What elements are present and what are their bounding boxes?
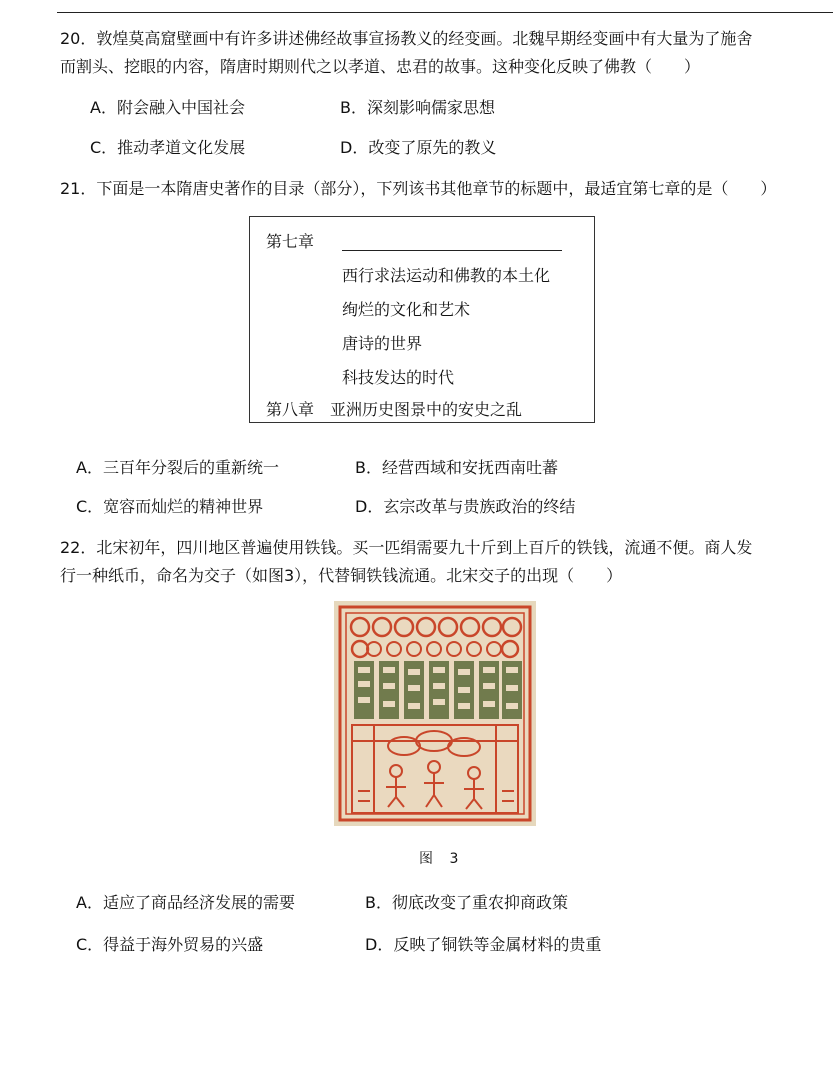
q22-stem-line2: 行一种纸币，命名为交子（如图3），代替铜铁钱流通。北宋交子的出现（ ） xyxy=(60,566,623,585)
jiaozi-banknote-image xyxy=(334,601,536,826)
q20-option-b[interactable]: B．深刻影响儒家思想 xyxy=(340,98,495,117)
q21-option-b[interactable]: B．经营西域和安抚西南吐蕃 xyxy=(355,458,558,477)
toc-item: 科技发达的时代 xyxy=(342,368,455,387)
toc-item: 唐诗的世界 xyxy=(342,334,423,353)
q20-option-a[interactable]: A．附会融入中国社会 xyxy=(90,98,245,117)
toc-item: 绚烂的文化和艺术 xyxy=(342,300,471,319)
q22-option-a[interactable]: A．适应了商品经济发展的需要 xyxy=(76,893,295,912)
toc-item: 西行求法运动和佛教的本土化 xyxy=(342,266,551,285)
toc-chapter8: 第八章 亚洲历史图景中的安史之乱 xyxy=(266,400,523,419)
table-of-contents-box xyxy=(249,216,595,423)
toc-chapter7-blank xyxy=(342,250,562,251)
q21-option-a[interactable]: A．三百年分裂后的重新统一 xyxy=(76,458,279,477)
q20-option-d[interactable]: D．改变了原先的教义 xyxy=(340,138,497,157)
q20-stem-line1: 20．敦煌莫高窟壁画中有许多讲述佛经故事宣扬教义的经变画。北魏早期经变画中有大量为了施舍 xyxy=(60,29,753,48)
figure-caption: 图 3 xyxy=(419,851,465,867)
q20-stem-line2: 而割头、挖眼的内容，隋唐时期则代之以孝道、忠君的故事。这种变化反映了佛教（ ） xyxy=(60,57,701,76)
q21-option-c[interactable]: C．宽容而灿烂的精神世界 xyxy=(76,497,264,516)
q22-option-c[interactable]: C．得益于海外贸易的兴盛 xyxy=(76,935,264,954)
q21-option-d[interactable]: D．玄宗改革与贵族政治的终结 xyxy=(355,497,576,516)
q20-option-c[interactable]: C．推动孝道文化发展 xyxy=(90,138,246,157)
top-rule xyxy=(57,12,833,13)
q22-option-b[interactable]: B．彻底改变了重农抑商政策 xyxy=(365,893,568,912)
q22-stem-line1: 22．北宋初年，四川地区普遍使用铁钱。买一匹绢需要九十斤到上百斤的铁钱，流通不便。商人发 xyxy=(60,538,753,557)
q22-option-d[interactable]: D．反映了铜铁等金属材料的贵重 xyxy=(365,935,602,954)
q21-stem: 21．下面是一本隋唐史著作的目录（部分），下列该书其他章节的标题中，最适宜第七章的是（ ） xyxy=(60,179,777,198)
toc-chapter7-label: 第七章 xyxy=(266,232,315,251)
